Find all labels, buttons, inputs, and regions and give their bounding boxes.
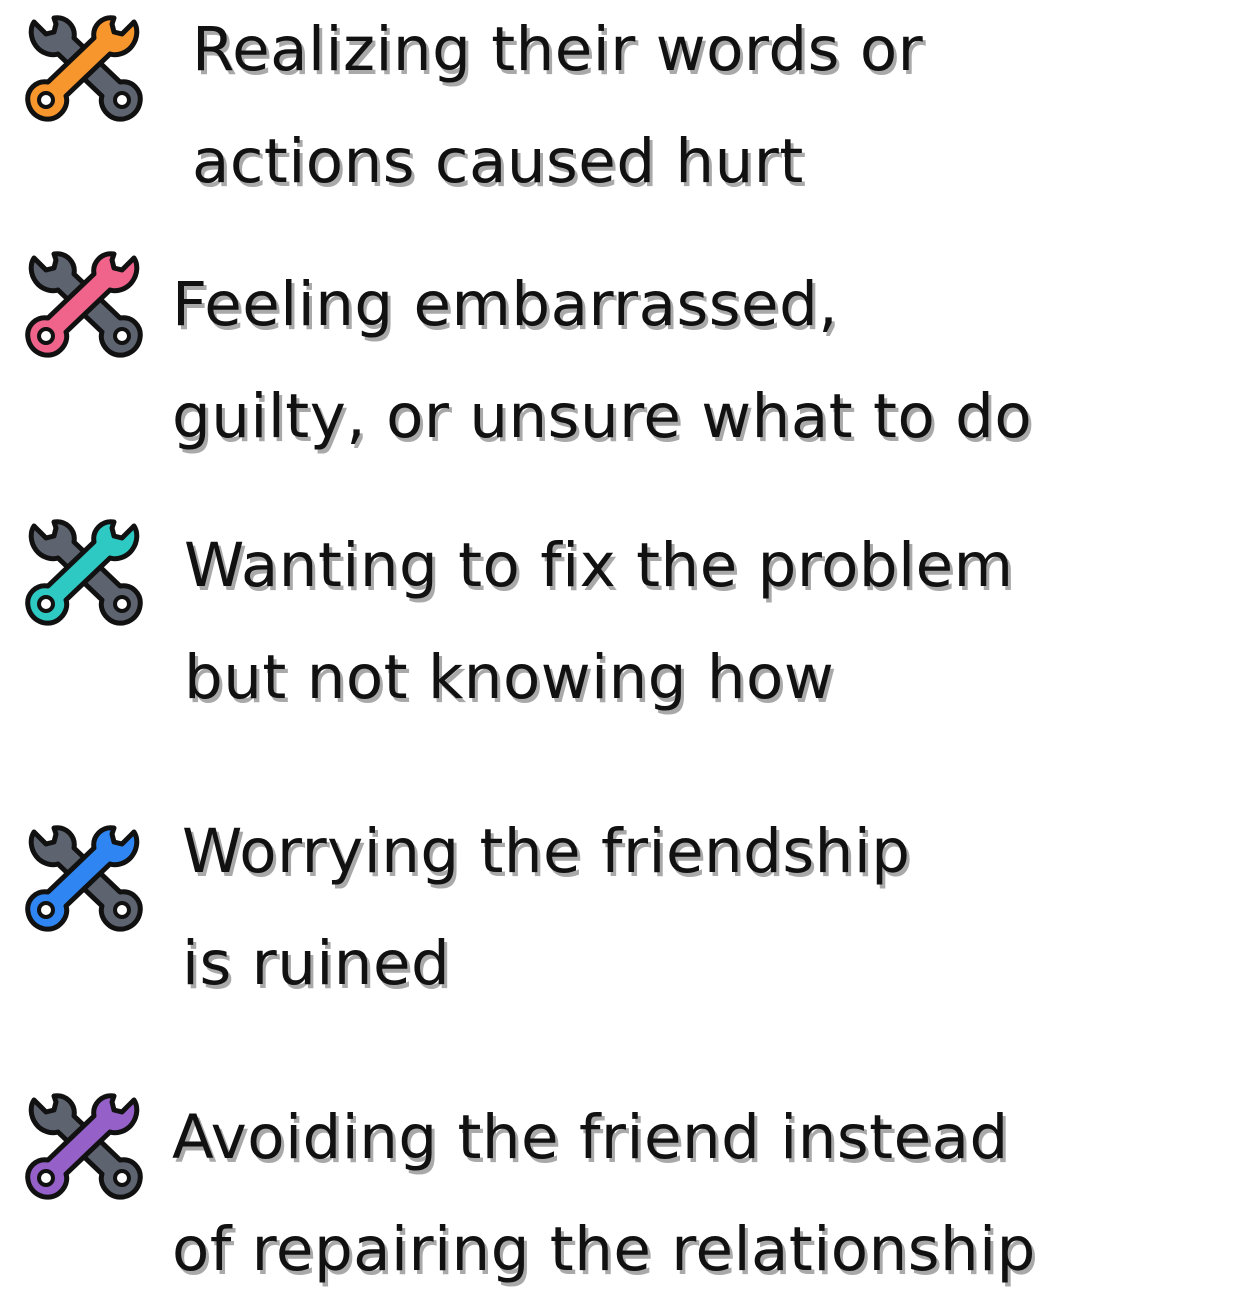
wrench-cross-icon — [22, 822, 146, 940]
list-item-text — [192, 0, 923, 218]
wrench-cross-icon — [22, 248, 146, 366]
list-item-line: Wanting to fix the problem — [184, 530, 1014, 601]
list-item-text — [172, 1082, 1036, 1306]
list-item-line: Realizing their words or — [192, 14, 924, 85]
list-item-line: Avoiding the friend instead — [172, 1102, 1009, 1173]
wrench-cross-icon — [22, 1090, 146, 1208]
wrench-cross-icon — [22, 12, 146, 130]
list-item-text — [184, 510, 1014, 734]
list-item-line: Worrying the friendship — [182, 816, 911, 887]
list-item-line: actions caused hurt — [192, 126, 804, 197]
wrench-cross-icon — [22, 516, 146, 634]
list-item-line: of repairing the relationship — [172, 1214, 1036, 1285]
list-item-line: Feeling embarrassed, — [172, 269, 839, 340]
list-item-line: but not knowing how — [184, 642, 835, 713]
list-item-line: guilty, or unsure what to do — [172, 381, 1033, 452]
list-item-line: is ruined — [182, 928, 451, 999]
list-item-text — [182, 796, 911, 1020]
list-item-text — [172, 249, 1032, 473]
